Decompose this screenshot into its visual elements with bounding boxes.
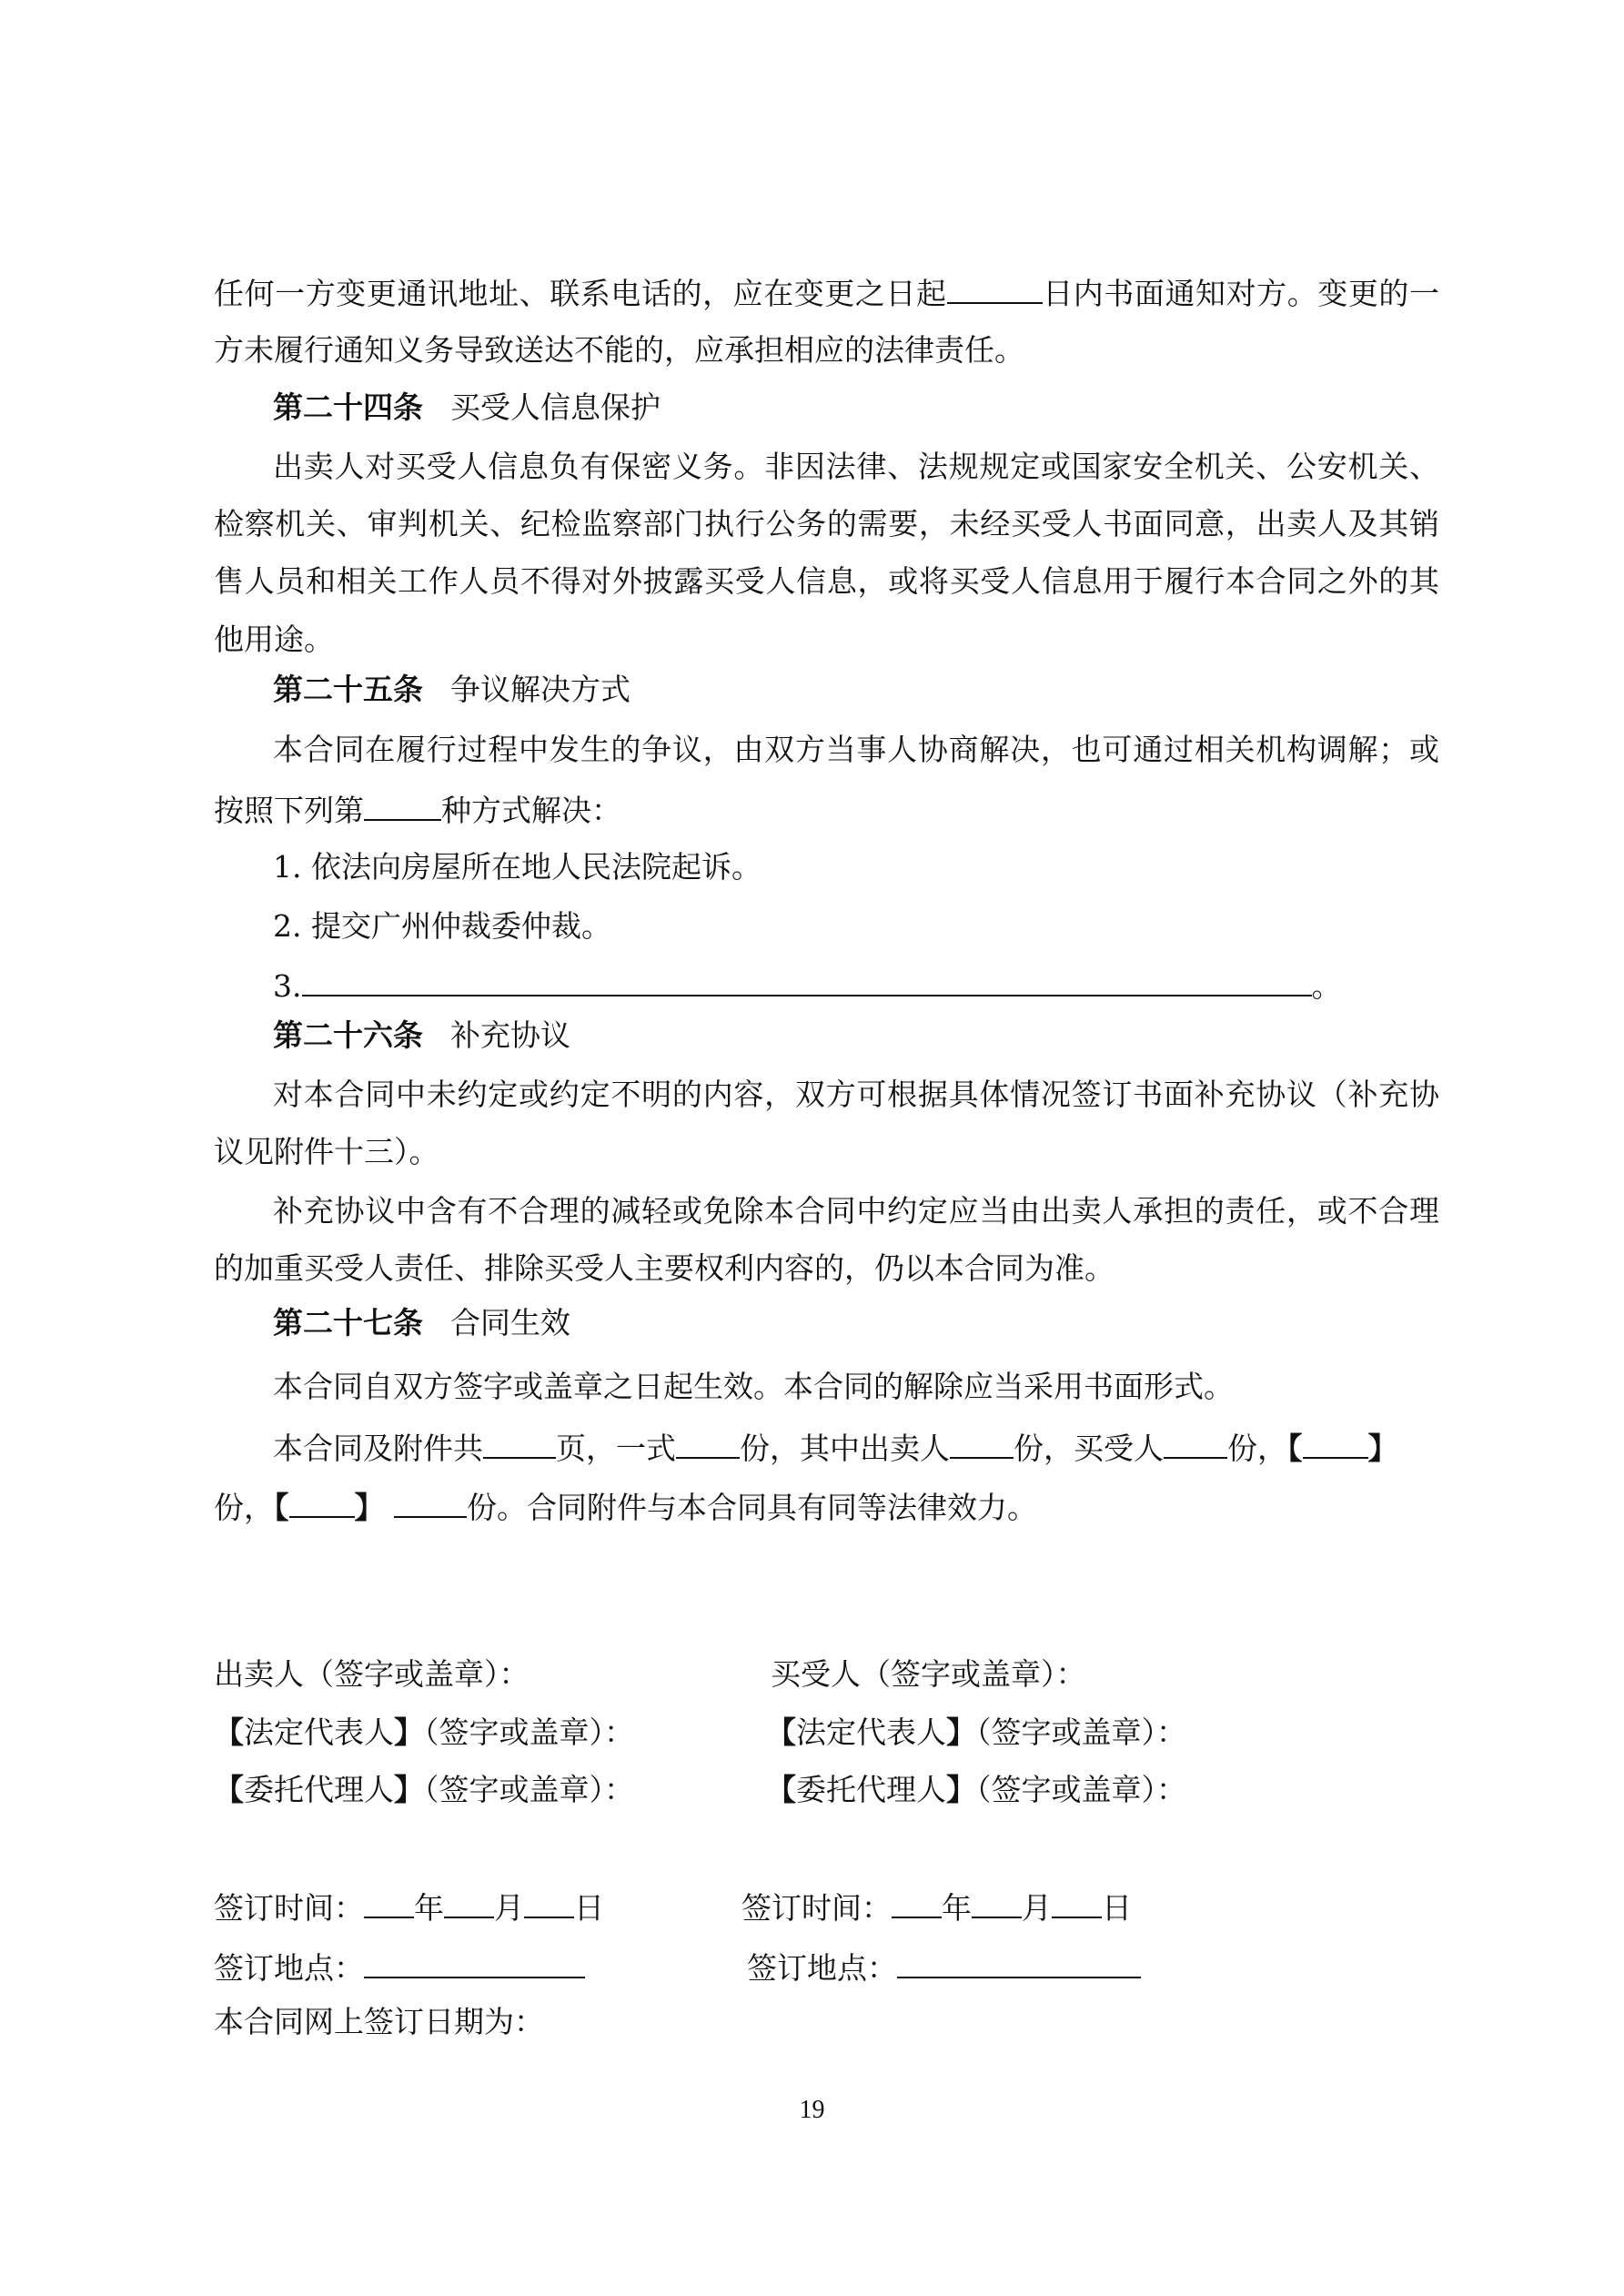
seller-sign-time [214, 1876, 604, 1935]
text: 签订地点： [214, 1950, 364, 1986]
option-1: 1. 依法向房屋所在地人民法院起诉。 [273, 849, 762, 885]
article-number: 第二十四条 [273, 389, 423, 425]
bracket: 【 [766, 1772, 796, 1807]
text: 月 [494, 1890, 524, 1926]
text: 。 [1311, 968, 1342, 1004]
text: （签字或盖章）： [976, 1772, 1186, 1807]
bracket: 【 [1287, 1431, 1303, 1466]
text: 份，其中出卖人 [740, 1431, 950, 1466]
option-2: 2. 提交广州仲裁委仲裁。 [273, 908, 611, 944]
blank-day [1052, 1876, 1102, 1918]
text: 页，一式 [556, 1431, 676, 1466]
blank-other-party [289, 1476, 355, 1518]
blank-other-copies [394, 1476, 467, 1518]
text-line: 他用途。 [214, 622, 334, 657]
text: 份。合同附件与本合同具有同等法律效力。 [467, 1490, 1037, 1525]
article-title: 买受人信息保护 [450, 389, 661, 425]
page-number: 19 [799, 2096, 825, 2124]
article-title: 补充协议 [450, 1017, 570, 1053]
text-line [214, 779, 621, 837]
text-line: 对本合同中未约定或约定不明的内容，双方可根据具体情况签订书面补充协议（补充协 [273, 1077, 1439, 1112]
text: 委托代理人 [244, 1772, 394, 1807]
text: 本合同及附件共 [273, 1431, 483, 1466]
text: （签字或盖章）： [424, 1714, 634, 1750]
buyer-sign-time [741, 1876, 1132, 1935]
text-line: 售人员和相关工作人员不得对外披露买受人信息，或将买受人信息用于履行本合同之外的其 [214, 563, 1439, 599]
text: 委托代理人 [796, 1772, 946, 1807]
blank-other-party [1303, 1417, 1368, 1459]
blank-year [364, 1876, 414, 1918]
article-number: 第二十五条 [273, 672, 423, 707]
text: 日内书面通知对方。变更的一 [1042, 276, 1440, 311]
buyer-agent-label [766, 1761, 1186, 1819]
bracket: 【 [214, 1714, 244, 1750]
blank-option-3 [302, 955, 1312, 996]
text: 法定代表人 [244, 1714, 394, 1750]
blank-copies [676, 1417, 740, 1459]
text-line: 议见附件十三）。 [214, 1134, 439, 1169]
blank-year [892, 1876, 942, 1918]
text-line: 本合同在履行过程中发生的争议，由双方当事人协商解决，也可通过相关机构调解；或 [273, 732, 1439, 767]
text: 签订时间： [214, 1890, 364, 1926]
online-sign-date-label: 本合同网上签订日期为： [214, 2004, 544, 2039]
bracket: 【 [766, 1714, 796, 1750]
article-title: 争议解决方式 [450, 672, 630, 707]
buyer-legal-rep-label [766, 1704, 1186, 1762]
bracket: 【 [214, 1772, 244, 1807]
article-number: 第二十七条 [273, 1305, 423, 1340]
article-title: 合同生效 [450, 1305, 570, 1340]
bracket: 】 [946, 1714, 976, 1750]
bracket: 】 [394, 1714, 424, 1750]
text: （签字或盖章）： [424, 1772, 634, 1807]
text: 份，买受人 [1014, 1431, 1164, 1466]
buyer-sign-place [747, 1937, 1141, 1995]
text: （签字或盖章）： [976, 1714, 1186, 1750]
blank-method [364, 779, 441, 821]
seller-agent-label [214, 1761, 634, 1819]
text: 任何一方变更通讯地址、联系电话的，应在变更之日起 [214, 276, 947, 311]
article-number: 第二十六条 [273, 1017, 423, 1053]
text-line [273, 1417, 1398, 1475]
text: 日 [1102, 1890, 1132, 1926]
text-line: 方未履行通知义务导致送达不能的，应承担相应的法律责任。 [214, 332, 1024, 368]
bracket: 】 [354, 1490, 385, 1525]
text: 份， [1227, 1431, 1287, 1466]
blank-buyer-copies [1164, 1417, 1227, 1459]
seller-sign-place [214, 1937, 585, 1995]
bracket: 】 [1367, 1431, 1398, 1466]
text-line: 出卖人对买受人信息负有保密义务。非因法律、法规规定或国家安全机关、公安机关、 [273, 449, 1439, 484]
bracket: 【 [274, 1490, 289, 1525]
buyer-signature-label: 买受人（签字或盖章）： [771, 1656, 1086, 1692]
blank-place [897, 1937, 1141, 1978]
text: 份， [214, 1490, 274, 1525]
text: 签订时间： [741, 1890, 892, 1926]
text-line: 的加重买受人责任、排除买受人主要权利内容的，仍以本合同为准。 [214, 1250, 1115, 1286]
bracket: 】 [946, 1772, 976, 1807]
text: 年 [942, 1890, 972, 1926]
text-line: 本合同自双方签字或盖章之日起生效。本合同的解除应当采用书面形式。 [273, 1369, 1234, 1404]
blank-place [364, 1937, 585, 1978]
article-26-heading [273, 1006, 570, 1065]
article-24-heading [273, 379, 661, 437]
article-27-heading [273, 1294, 570, 1352]
text: 按照下列第 [214, 793, 364, 828]
text: 种方式解决： [441, 793, 621, 828]
text-line [214, 262, 1439, 320]
blank-day [524, 1876, 574, 1918]
text-line [214, 1476, 1037, 1534]
bracket: 】 [394, 1772, 424, 1807]
text: 3. [273, 968, 302, 1004]
blank-month [444, 1876, 494, 1918]
blank-days [947, 262, 1043, 304]
seller-legal-rep-label [214, 1704, 634, 1762]
blank-seller-copies [950, 1417, 1014, 1459]
blank-pages [483, 1417, 556, 1459]
text: 日 [574, 1890, 604, 1926]
text-line: 检察机关、审判机关、纪检监察部门执行公务的需要，未经买受人书面同意，出卖人及其销 [214, 506, 1439, 541]
text: 月 [1022, 1890, 1052, 1926]
text: 签订地点： [747, 1950, 897, 1986]
text-line: 补充协议中含有不合理的减轻或免除本合同中约定应当由出卖人承担的责任，或不合理 [273, 1193, 1439, 1229]
text: 年 [414, 1890, 444, 1926]
seller-signature-label: 出卖人（签字或盖章）： [214, 1656, 530, 1692]
text: 法定代表人 [796, 1714, 946, 1750]
blank-month [972, 1876, 1022, 1918]
option-3 [273, 955, 1342, 1013]
article-25-heading [273, 661, 630, 719]
